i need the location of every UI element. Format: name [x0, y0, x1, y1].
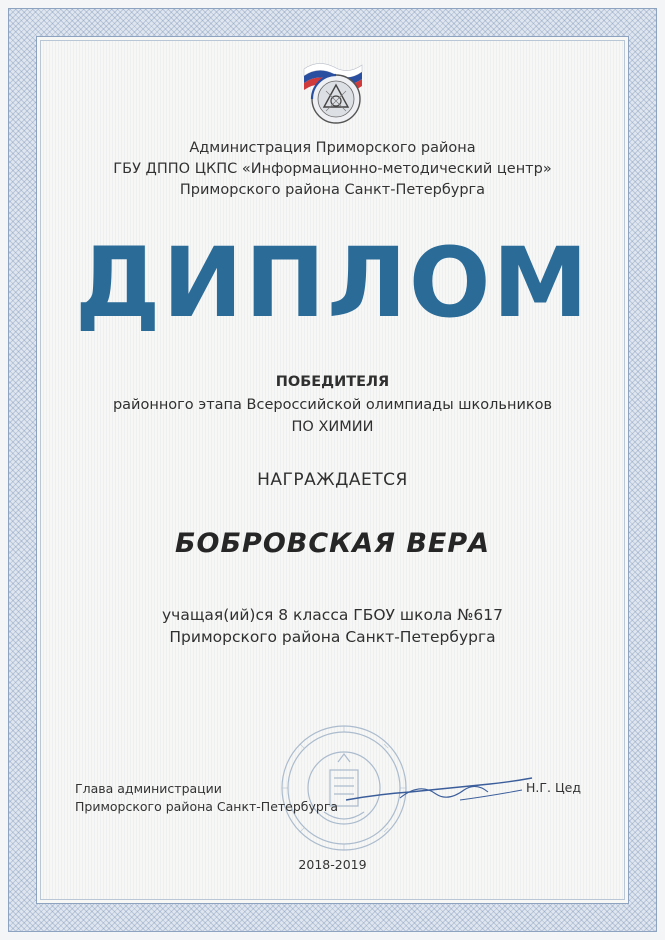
stage-description: районного этапа Всероссийской олимпиады школьников — [112, 397, 553, 413]
winner-label: ПОБЕДИТЕЛЯ — [275, 374, 390, 390]
recipient-name: БОБРОВСКАЯ ВЕРА — [174, 528, 491, 559]
signer-position — [75, 780, 338, 816]
signer-position-line-1: Глава администрации — [75, 781, 222, 796]
diploma-title: ДИПЛОМ — [74, 227, 591, 339]
awarded-label: НАГРАЖДАЕТСЯ — [257, 470, 408, 490]
olympiad-emblem-icon — [296, 55, 374, 127]
organization-line-2: ГБУ ДППО ЦКПС «Информационно-методический центр» — [113, 161, 552, 177]
subject-label: ПО ХИМИИ — [291, 419, 374, 435]
signer-position-line-2: Приморского района Санкт-Петербурга — [75, 799, 339, 814]
organization-line-3: Приморского района Санкт-Петербурга — [179, 182, 486, 198]
organization-line-1: Администрация Приморского района — [189, 140, 476, 156]
student-grade-school: учащая(ий)ся 8 класса ГБОУ школа №617 — [161, 606, 503, 624]
academic-year: 2018-2019 — [298, 857, 367, 872]
signer-name: Н.Г. Цед — [526, 780, 581, 795]
handwritten-signature — [340, 770, 540, 810]
student-district: Приморского района Санкт-Петербурга — [169, 628, 496, 646]
